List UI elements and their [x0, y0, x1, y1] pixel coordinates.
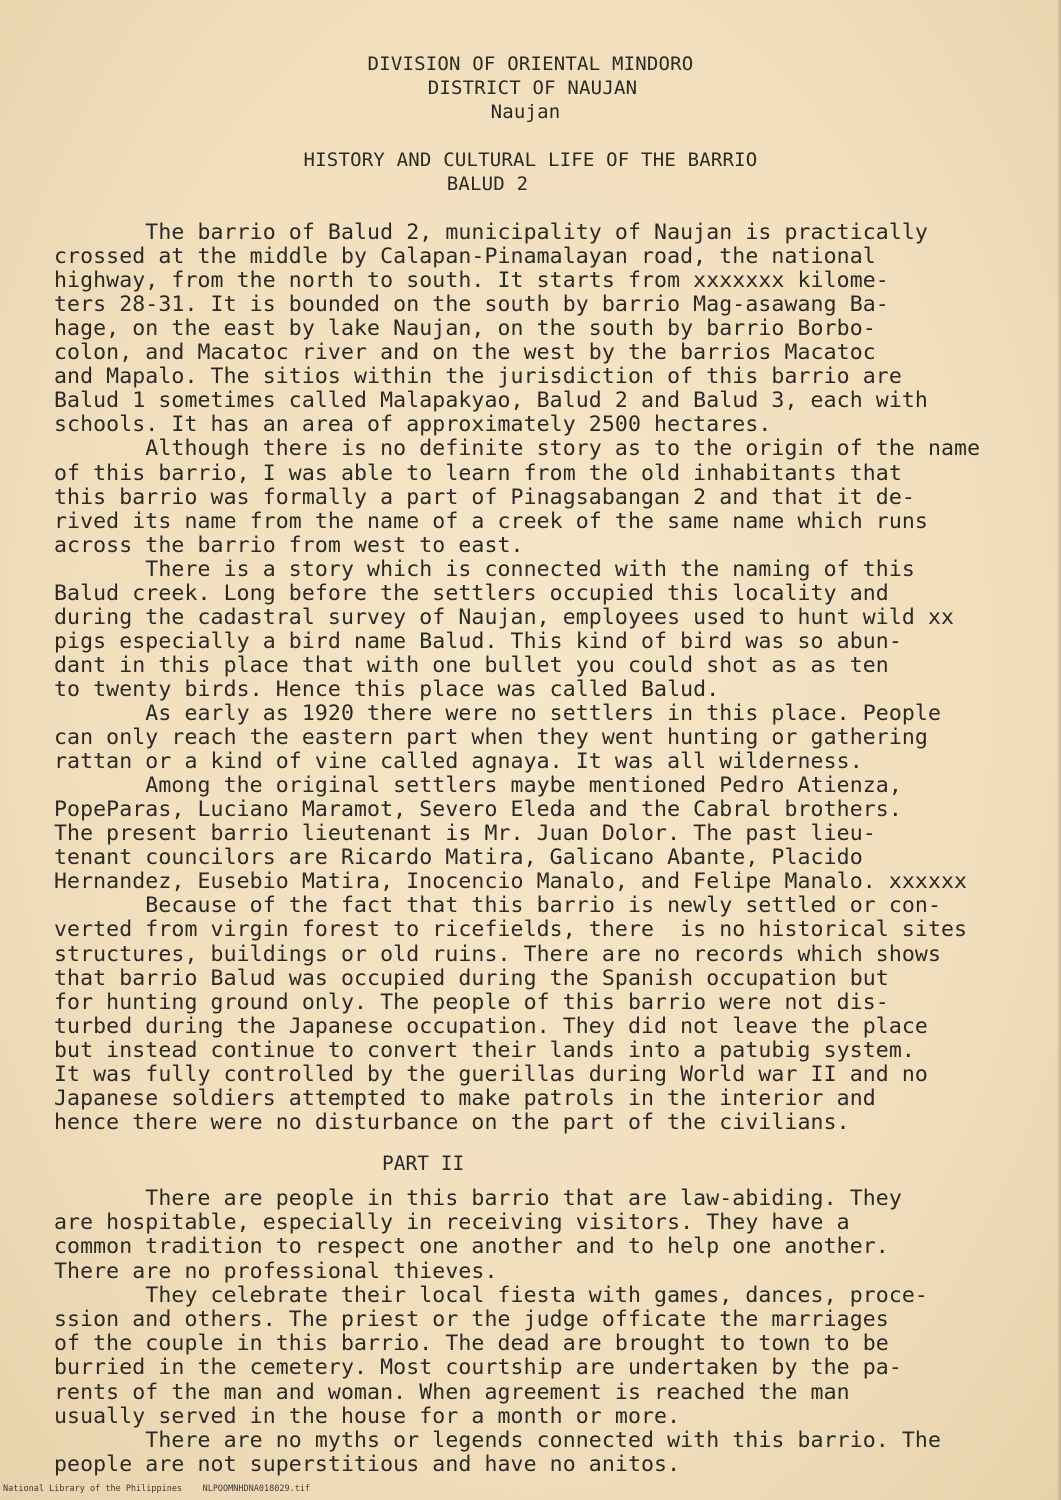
text-line: There are no professional thieves.: [54, 1258, 498, 1284]
text-line: rents of the man and woman. When agreement is reached the man: [54, 1379, 850, 1405]
text-line: Japanese soldiers attempted to make patrols in the interior and: [54, 1085, 876, 1111]
text-line: turbed during the Japanese occupation. They did not leave the place: [54, 1013, 928, 1039]
text-line: There is a story which is connected with the naming of this: [54, 556, 915, 582]
text-line: schools. It has an area of approximately 2500 hectares.: [54, 412, 772, 438]
document-title: [0, 148, 1061, 196]
part-two-heading: PART II: [382, 1152, 465, 1175]
text-line: tenant councilors are Ricardo Matira, Galicano Abante, Placido: [54, 845, 863, 871]
text-line: for hunting ground only. The people of this barrio were not dis-: [54, 989, 889, 1015]
text-line: ssion and others. The priest or the judge officate the marriages: [54, 1307, 889, 1332]
text-line: to twenty birds. Hence this place was called Balud.: [54, 676, 720, 702]
header-line: DIVISION OF ORIENTAL MINDORO: [367, 53, 694, 75]
text-line: crossed at the middle by Calapan-Pinamalayan road, the national: [54, 244, 876, 270]
text-line: usually served in the house for a month or more.: [54, 1403, 681, 1429]
text-line: PopeParas, Luciano Maramot, Severo Eleda and the Cabral brothers.: [54, 797, 902, 823]
text-line: dant in this place that with one bullet you could shot as as ten: [54, 652, 889, 678]
text-line: hage, on the east by lake Naujan, on the south by barrio Borbo-: [54, 316, 876, 342]
text-line: people are not superstitious and have no anitos.: [54, 1452, 681, 1478]
text-line: burried in the cemetery. Most courtship are undertaken by the pa-: [54, 1355, 902, 1381]
text-line: colon, and Macatoc river and on the west by the barrios Macatoc: [54, 340, 876, 366]
text-line: Among the original settlers maybe mentioned Pedro Atienza,: [54, 773, 902, 799]
text-line: across the barrio from west to east.: [54, 532, 524, 558]
header-line: Naujan: [490, 101, 561, 123]
text-line: during the cadastral survey of Naujan, employees used to hunt wild xx: [54, 604, 955, 630]
page-edge-shadow: [1057, 0, 1061, 1500]
text-line: of the couple in this barrio. The dead are brought to town to be: [54, 1331, 889, 1357]
text-line: As early as 1920 there were no settlers in this place. People: [54, 701, 941, 726]
text-line: common tradition to respect one another and to help one another.: [54, 1234, 889, 1260]
text-line: verted from virgin forest to ricefields, there is no historical sites: [54, 917, 968, 943]
text-line: It was fully controlled by the guerillas during World war II and no: [54, 1061, 928, 1087]
text-line: Because of the fact that this barrio is newly settled or con-: [54, 893, 941, 919]
header-line: DISTRICT OF NAUJAN: [427, 77, 638, 99]
text-line: Balud 1 sometimes called Malapakyao, Balud 2 and Balud 3, each with: [54, 388, 928, 414]
text-line: highway, from the north to south. It starts from xxxxxxx kilome-: [54, 268, 889, 294]
text-line: There are no myths or legends connected with this barrio. The: [54, 1428, 941, 1453]
text-line: They celebrate their local fiesta with games, dances, proce-: [54, 1282, 928, 1308]
title-line: HISTORY AND CULTURAL LIFE OF THE BARRIO: [303, 149, 758, 171]
text-line: structures, buildings or old ruins. There are no records which shows: [54, 941, 941, 967]
title-line: BALUD 2: [446, 173, 529, 195]
text-line: The barrio of Balud 2, municipality of Naujan is practically: [54, 220, 928, 245]
text-line: can only reach the eastern part when they went hunting or gathering: [54, 725, 928, 751]
text-line: rived its name from the name of a creek of the same name which runs: [54, 508, 928, 534]
text-line: There are people in this barrio that are law-abiding. They: [54, 1186, 902, 1211]
text-line: ters 28-31. It is bounded on the south by barrio Mag-asawang Ba-: [54, 292, 889, 318]
text-line: pigs especially a bird name Balud. This kind of bird was so abun-: [54, 628, 902, 654]
text-line: rattan or a kind of vine called agnaya. It was all wilderness.: [54, 749, 863, 775]
text-line: this barrio was formally a part of Pinagsabangan 2 and that it de-: [54, 484, 915, 510]
archive-footer: National Library of the Philippines NLPOOMNHDNA018029.tif: [3, 1484, 311, 1494]
text-line: Balud creek. Long before the settlers occupied this locality and: [54, 580, 889, 606]
text-line: and Mapalo. The sitios within the jurisdiction of this barrio are: [54, 364, 902, 390]
text-line: but instead continue to convert their lands into a patubig system.: [54, 1037, 915, 1063]
text-line: of this barrio, I was able to learn from the old inhabitants that: [54, 460, 902, 486]
text-line: The present barrio lieutenant is Mr. Juan Dolor. The past lieu-: [54, 821, 876, 847]
text-line: Hernandez, Eusebio Matira, Inocencio Manalo, and Felipe Manalo. xxxxxx: [54, 869, 968, 895]
text-line: that barrio Balud was occupied during the Spanish occupation but: [54, 965, 889, 991]
text-line: hence there were no disturbance on the part of the civilians.: [54, 1109, 850, 1135]
division-header: [0, 52, 1061, 124]
text-line: Although there is no definite story as to the origin of the name: [54, 436, 981, 462]
text-line: are hospitable, especially in receiving visitors. They have a: [54, 1210, 850, 1236]
